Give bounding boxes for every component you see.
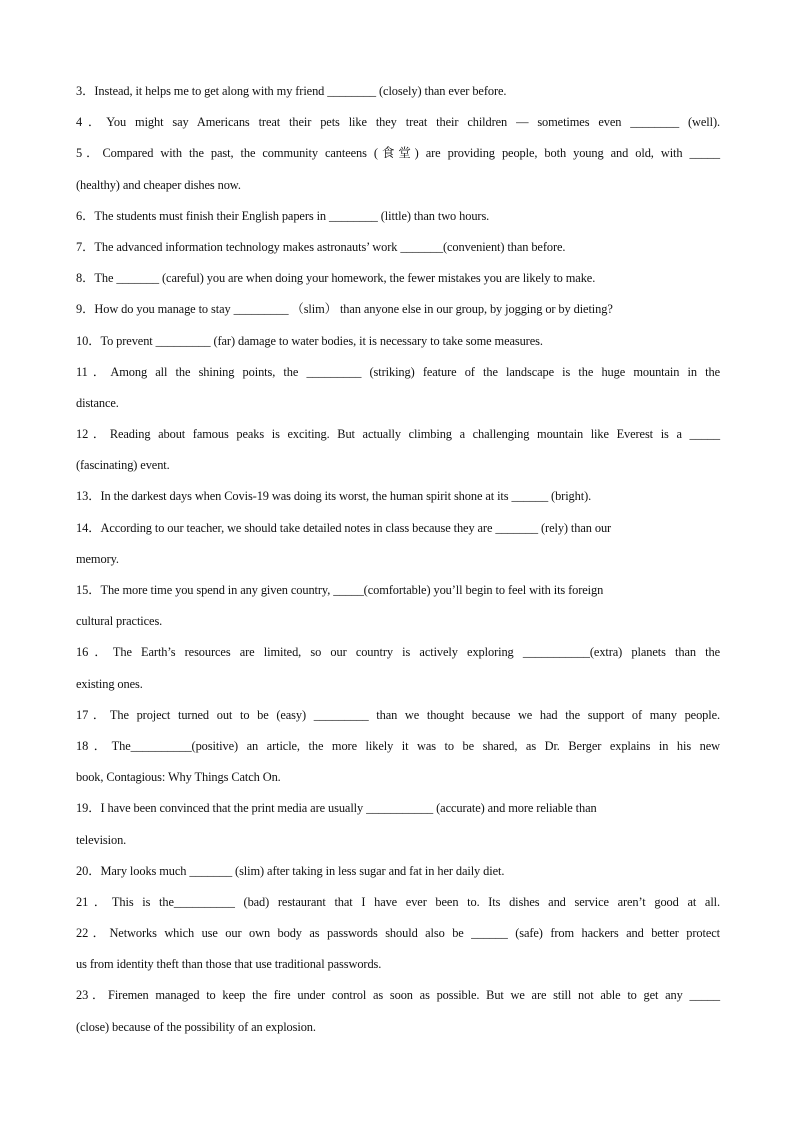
exercise-line: (healthy) and cheaper dishes now. [76, 177, 241, 192]
exercise-line: 11．Among all the shining points, the _________ (striking) feature of the landscape is the huge mountain in the [76, 364, 720, 379]
exercise-line: 5．Compared with the past, the community canteens (食堂) are providing people, both young and old, with _____ [76, 146, 720, 161]
exercise-line: existing ones. [76, 676, 143, 691]
exercise-line: 9．How do you manage to stay _________ （slim） than anyone else in our group, by jogging or by dieting? [76, 302, 613, 317]
exercise-line: 15．The more time you spend in any given country, _____(comfortable) you’ll begin to feel with its foreign [76, 583, 604, 597]
exercise-line: 10．To prevent _________ (far) damage to water bodies, it is necessary to take some measures. [76, 333, 543, 348]
exercise-line: (close) because of the possibility of an explosion. [76, 1019, 316, 1034]
exercise-page [76, 80, 720, 1047]
exercise-line: 13．In the darkest days when Covis-19 was doing its worst, the human spirit shone at its ______ (bright). [76, 489, 592, 504]
exercise-line: distance. [76, 395, 119, 410]
exercise-line: memory. [76, 551, 119, 566]
exercise-line: 3．Instead, it helps me to get along with my friend ________ (closely) than ever before. [76, 84, 507, 98]
exercise-line: 21．This is the__________ (bad) restaurant that I have ever been to. Its dishes and service aren’t good at all. [76, 894, 720, 909]
exercise-line: 19．I have been convinced that the print media are usually ___________ (accurate) and more reliable than [76, 801, 597, 816]
exercise-line: 22．Networks which use our own body as passwords should also be ______ (safe) from hackers and better protect [76, 926, 720, 941]
exercise-line: 14．According to our teacher, we should take detailed notes in class because they are _______ (rely) than our [76, 520, 612, 535]
exercise-line: 17．The project turned out to be (easy) _________ than we thought because we had the support of many people. [76, 707, 720, 722]
exercise-line: 20．Mary looks much _______ (slim) after taking in less sugar and fat in her daily diet. [76, 863, 505, 878]
exercise-line: (fascinating) event. [76, 458, 170, 473]
exercise-line: 16．The Earth’s resources are limited, so our country is actively exploring ___________(extra) planets than the [76, 645, 720, 660]
exercise-line: television. [76, 832, 127, 847]
exercise-line: 18．The__________(positive) an article, the more likely it was to be shared, as Dr. Berger explains in his new [76, 738, 720, 753]
exercise-line: 23．Firemen managed to keep the fire under control as soon as possible. But we are still not able to get any _____ [76, 988, 720, 1003]
exercise-line: 6．The students must finish their English papers in ________ (little) than two hours. [76, 208, 490, 223]
exercise-line: 8．The _______ (careful) you are when doing your homework, the fewer mistakes you are likely to make. [76, 271, 596, 286]
exercise-line: cultural practices. [76, 614, 163, 629]
exercise-line: book, Contagious: Why Things Catch On. [76, 770, 281, 785]
exercise-line: 7．The advanced information technology makes astronauts’ work _______(convenient) than before. [76, 239, 566, 254]
exercise-line: 4．You might say Americans treat their pets like they treat their children — sometimes even ________ (well). [76, 115, 720, 130]
exercise-line: us from identity theft than those that use traditional passwords. [76, 957, 382, 972]
exercise-line: 12．Reading about famous peaks is exciting. But actually climbing a challenging mountain like Everest is a _____ [76, 427, 720, 442]
